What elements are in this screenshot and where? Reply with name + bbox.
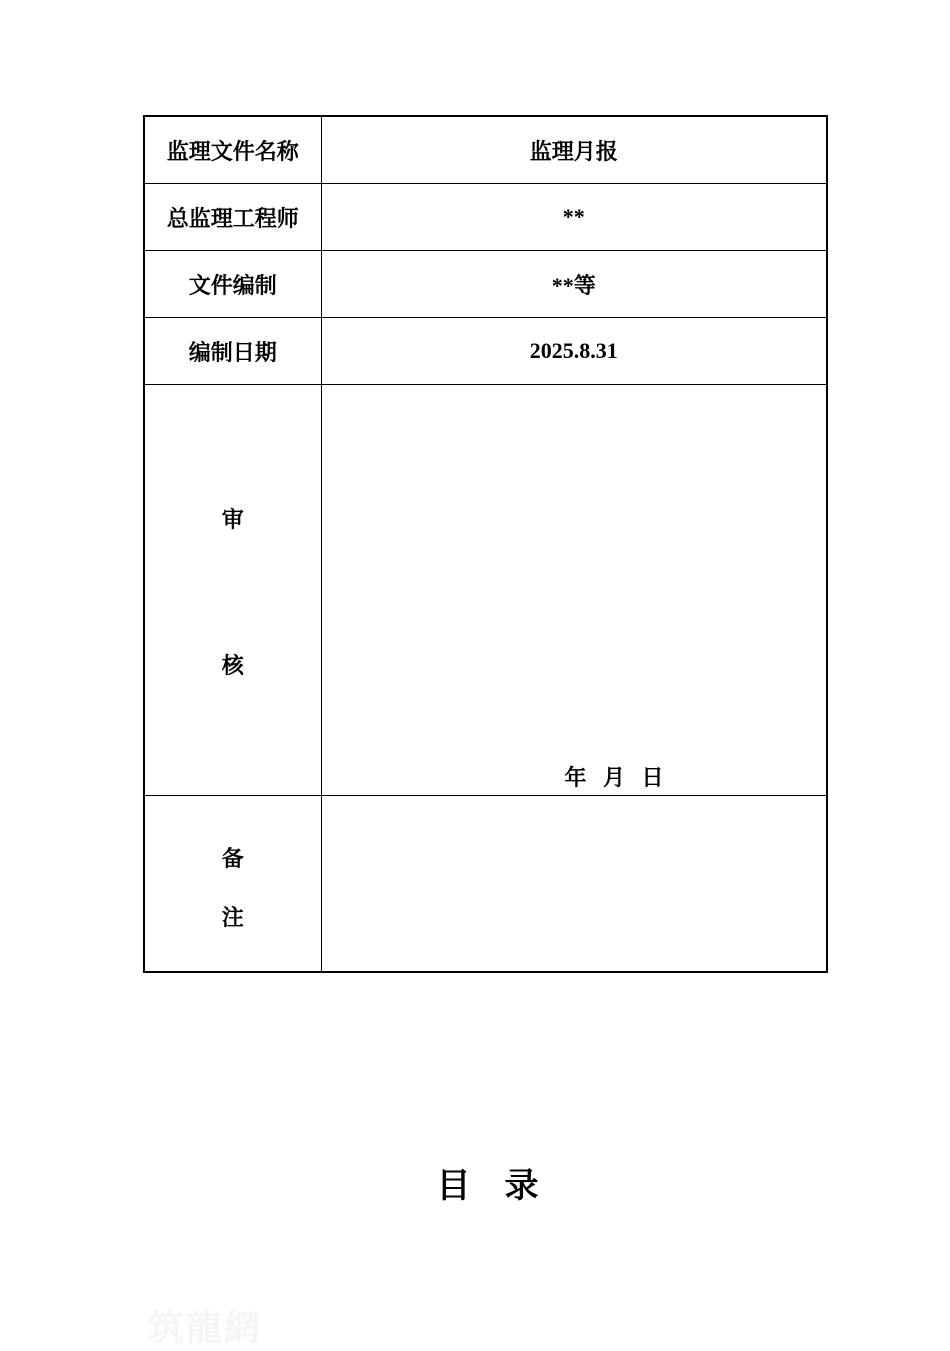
label-document-name: 监理文件名称 (144, 116, 321, 184)
review-value-cell (321, 385, 827, 796)
toc-title: 目 录 (436, 1168, 539, 1205)
value-document-name: 监理月报 (321, 116, 827, 184)
label-compiled-by: 文件编制 (144, 251, 321, 318)
review-label-cell (144, 385, 321, 796)
row-document-name (144, 116, 827, 184)
row-chief-engineer (144, 184, 827, 251)
review-date-line: 年 月 日 (564, 765, 664, 790)
document-info-table (143, 115, 828, 973)
remark-label-cell (144, 796, 321, 973)
review-label-char-1: 审 (221, 507, 244, 532)
watermark-logo: 筑龍網 (148, 1308, 263, 1348)
review-label-char-2: 核 (221, 653, 244, 678)
label-chief-engineer: 总监理工程师 (144, 184, 321, 251)
value-chief-engineer: ** (321, 184, 827, 251)
row-remark (144, 796, 827, 973)
row-compiled-by (144, 251, 827, 318)
label-compile-date: 编制日期 (144, 318, 321, 385)
remark-label-char-1: 备 (221, 846, 244, 871)
value-compile-date: 2025.8.31 (321, 318, 827, 385)
row-review (144, 385, 827, 796)
remark-value-cell (321, 796, 827, 973)
value-compiled-by: **等 (321, 251, 827, 318)
remark-label-char-2: 注 (221, 905, 244, 930)
row-compile-date (144, 318, 827, 385)
